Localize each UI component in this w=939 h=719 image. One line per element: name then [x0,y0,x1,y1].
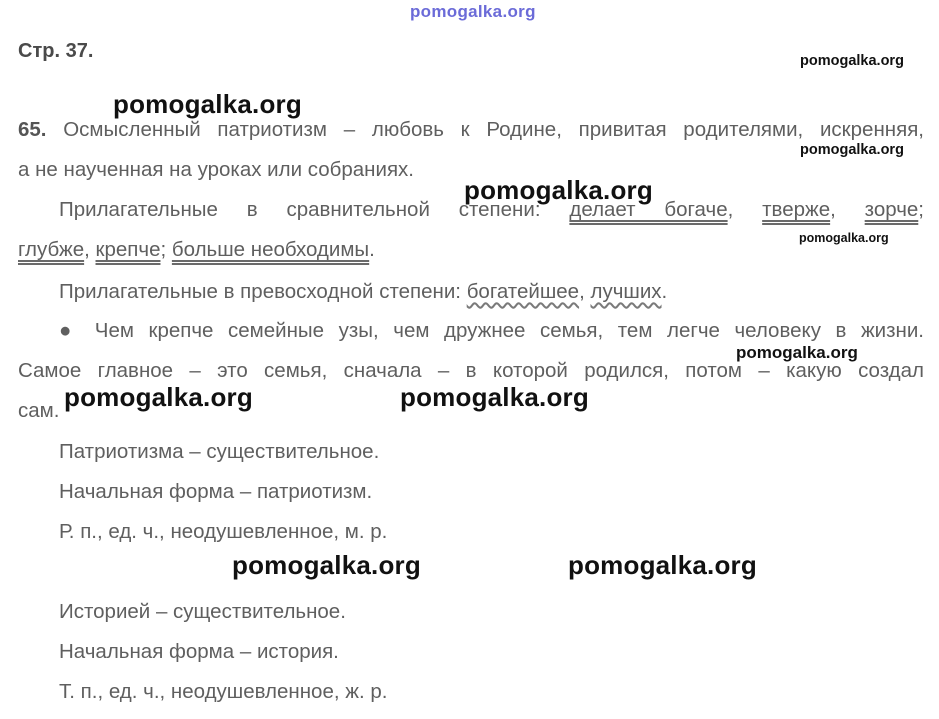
watermark-top: pomogalka.org [410,2,536,21]
comparative-line-2: глубже, крепче; больше необходимы. [18,238,375,261]
task-number: 65. [18,118,47,141]
watermark-small: pomogalka.org [800,142,904,158]
watermark-small: pomogalka.org [800,53,904,69]
task-line-2: а не наученная на уроках или собраниях. [18,158,414,181]
analysis-1-line-1: Патриотизма – существительное. [59,440,380,463]
comparative-word: зорче [864,198,919,221]
watermark-large: pomogalka.org [232,550,421,580]
superlative-word: богатейшее [466,280,580,303]
superlative-line: Прилагательные в превосходной степени: богатейшее, лучших. [59,280,668,303]
comparative-word: делает богаче [569,198,728,221]
comparative-word: крепче [95,238,161,261]
watermark-large: pomogalka.org [568,550,757,580]
superlative-word: лучших [590,280,662,303]
task-line-1 [18,118,924,142]
analysis-1-line-2: Начальная форма – патриотизм. [59,480,373,503]
sentence-line-2: Самое главное – это семья, сначала – в которой родился, потом – какую создал [18,359,924,382]
comparative-word: больше необходимы [171,238,370,261]
comparative-word: глубже [18,238,85,261]
comparative-lead: Прилагательные в сравнительной степени: [59,198,541,221]
comparative-line-1: Прилагательные в сравнительной степени: делает богаче, тверже, зорче; [59,198,924,221]
superlative-lead: Прилагательные в превосходной степени: [59,280,461,303]
sentence-line-3: сам. [18,399,60,422]
task-text-line-1: Осмысленный патриотизм – любовь к Родине, привитая родителями, искренняя, [63,118,924,141]
watermark-large: pomogalka.org [464,175,653,205]
analysis-2-line-3: Т. п., ед. ч., неодушевленное, ж. р. [59,680,388,703]
comparative-word: тверже [762,198,831,221]
sentence-line-1: ● Чем крепче семейные узы, чем дружнее семья, тем легче человеку в жизни. [59,319,924,342]
watermark-large: pomogalka.org [64,382,253,412]
analysis-2-line-1: Историей – существительное. [59,600,346,623]
analysis-1-line-3: Р. п., ед. ч., неодушевленное, м. р. [59,520,388,543]
analysis-2-line-2: Начальная форма – история. [59,640,339,663]
watermark-tiny: pomogalka.org [799,231,889,245]
page-reference: Стр. 37. [18,40,94,62]
watermark-large: pomogalka.org [113,89,302,119]
watermark-medium: pomogalka.org [736,343,858,362]
watermark-large: pomogalka.org [400,382,589,412]
